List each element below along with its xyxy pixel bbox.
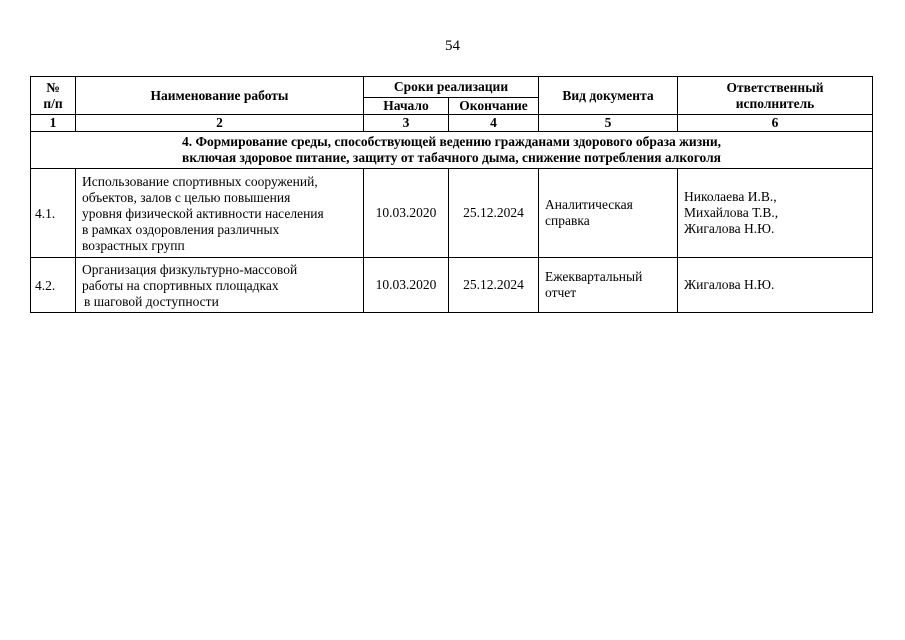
activities-table [30,76,873,313]
responsible-person: Жигалова Н.Ю. [684,221,775,236]
document-type [539,258,678,313]
work-name-line: Использование спортивных сооружений, [82,174,318,189]
work-name [76,258,364,313]
work-name-line: работы на спортивных площадках [82,278,279,293]
section-heading-line1: 4. Формирование среды, способствующей ведению гражданами здорового образа жизни, [181,134,722,149]
header-responsible [678,77,873,115]
start-date: 10.03.2020 [364,169,449,258]
page-number: 54 [445,38,460,54]
start-date: 10.03.2020 [364,258,449,313]
document-type-line: отчет [545,285,577,300]
work-name-line: Организация физкультурно-массовой [82,262,298,277]
work-name-line: уровня физической активности населения [82,206,324,221]
work-name [76,169,364,258]
document-type [539,169,678,258]
responsible-persons [678,169,873,258]
table-header-row [31,77,873,98]
header-start: Начало [364,98,449,115]
column-number: 4 [449,115,539,132]
responsible-person: Николаева И.В., [684,189,777,204]
table-row [31,169,873,258]
work-name-line: объектов, залов с целью повышения [82,190,291,205]
end-date: 25.12.2024 [449,258,539,313]
section-heading-line2: включая здоровое питание, защиту от табачного дыма, снижение потребления алкоголя [182,150,721,165]
header-number-line2: п/п [43,95,63,111]
header-number [31,77,76,115]
row-number: 4.2. [31,258,76,313]
document-type-line: справка [545,213,590,228]
table-row [31,258,873,313]
column-number: 2 [76,115,364,132]
header-document-type: Вид документа [539,77,678,115]
document-type-line: Ежеквартальный [545,269,643,284]
responsible-person: Жигалова Н.Ю. [684,277,775,292]
end-date: 25.12.2024 [449,169,539,258]
header-terms: Сроки реализации [364,77,539,98]
header-responsible-line1: Ответственный [726,79,824,95]
section-heading-row [31,132,873,169]
header-work-name: Наименование работы [76,77,364,115]
header-end: Окончание [449,98,539,115]
column-number: 5 [539,115,678,132]
responsible-persons [678,258,873,313]
work-name-line: возрастных групп [82,238,185,253]
header-number-line1: № [46,79,60,95]
column-number: 3 [364,115,449,132]
row-number: 4.1. [31,169,76,258]
header-responsible-line2: исполнитель [735,95,815,111]
column-number-row [31,115,873,132]
document-type-line: Аналитическая [545,197,633,212]
section-heading [31,132,873,169]
work-name-line: в шаговой доступности [84,294,219,309]
work-name-line: в рамках оздоровления различных [82,222,280,237]
column-number: 6 [678,115,873,132]
column-number: 1 [31,115,76,132]
responsible-person: Михайлова Т.В., [684,205,779,220]
